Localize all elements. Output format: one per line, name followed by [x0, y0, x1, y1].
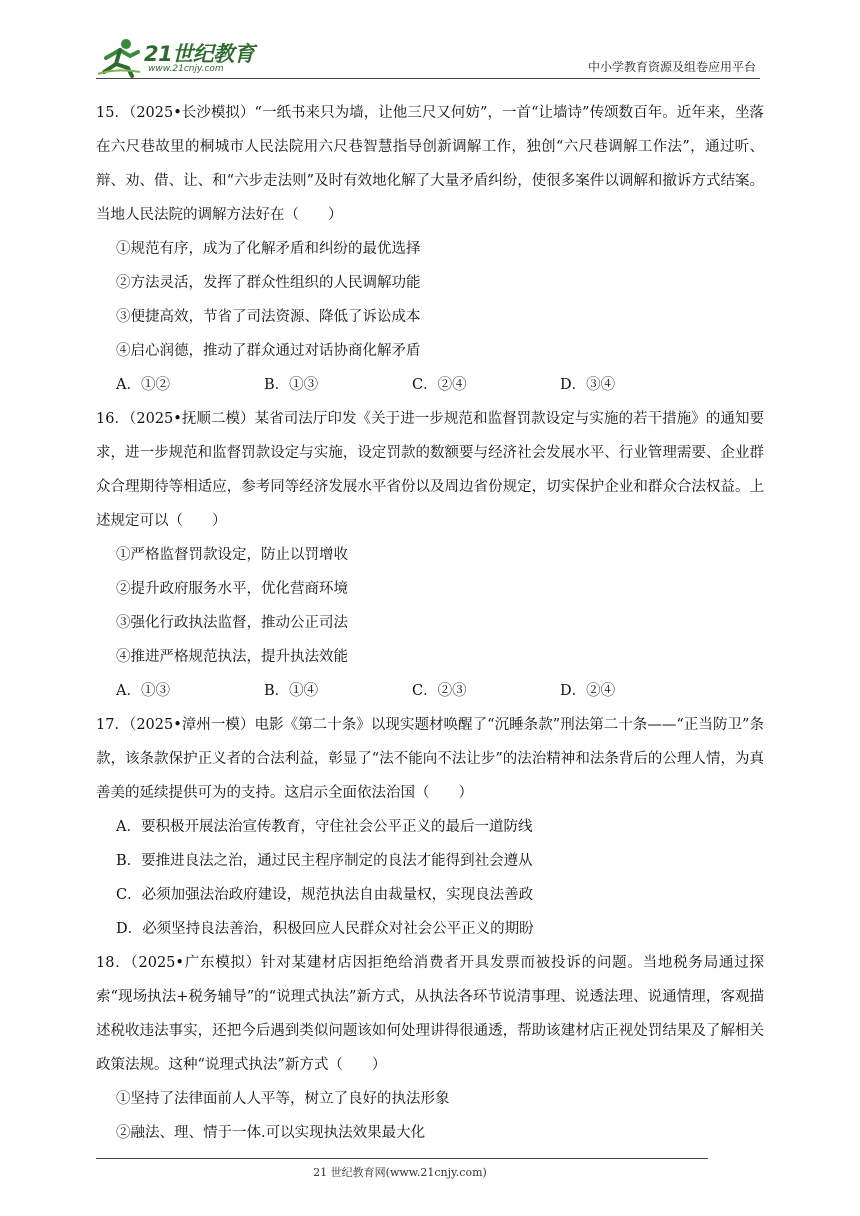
answer-choices: [96, 674, 764, 708]
page-footer: 21 世纪教育网(www.21cnjy.com): [313, 1166, 487, 1179]
option: ②提升政府服务水平，优化营商环境: [116, 581, 348, 597]
choice-d: D．②④: [560, 683, 616, 699]
question-list: [96, 96, 764, 1150]
question-stem: 15．（2025•长沙模拟）“一纸书来只为墙，让他三尺又何妨”，一首“让墙诗”传颂数百年。近年来，坐落在六尺巷故里的桐城市人民法院用六尺巷智慧指导创新调解工作，独创“六尺巷调解工作法”，通过听、辩、劝、借、让、和“六步走法则”及时有效地化解了大量矛盾纠纷，使很多案件以调解和撤诉方式结案。当地人民法院的调解方法好在（ ）: [96, 105, 764, 223]
option: ③便捷高效，节省了司法资源、降低了诉讼成本: [116, 309, 421, 325]
header-divider: [96, 78, 760, 79]
option: ①规范有序，成为了化解矛盾和纠纷的最优选择: [116, 241, 421, 257]
question-stem: 17．（2025•漳州一模）电影《第二十条》以现实题材唤醒了“沉睡条款”刑法第二十条——“正当防卫”条款，该条款保护正义者的合法利益，彰显了“法不能向不法让步”的法治精神和法条背后的公理人情，为真善美的延续提供可为的支持。这启示全面依法治国（ ）: [96, 717, 764, 801]
option: ④推进严格规范执法，提升执法效能: [116, 649, 348, 665]
choice-b: B．①④: [264, 683, 319, 699]
runner-logo-icon: [96, 38, 142, 78]
footer-divider: [96, 1158, 708, 1159]
logo-text: 21世纪教育: [144, 42, 255, 66]
answer-choices: [96, 368, 764, 402]
logo: [96, 36, 266, 80]
option: A．要积极开展法治宣传教育，守住社会公平正义的最后一道防线: [116, 819, 533, 835]
choice-d: D．③④: [560, 377, 616, 393]
choice-c: C．②④: [412, 377, 467, 393]
option: ②融法、理、情于一体.可以实现执法效果最大化: [116, 1125, 426, 1141]
option: ③强化行政执法监督，推动公正司法: [116, 615, 348, 631]
option: ①严格监督罚款设定，防止以罚增收: [116, 547, 348, 563]
choice-c: C．②③: [412, 683, 467, 699]
question-16: [96, 402, 764, 708]
page-header: [96, 28, 760, 80]
choice-a: A．①③: [116, 683, 170, 699]
question-17: [96, 708, 764, 946]
option: ②方法灵活，发挥了群众性组织的人民调解功能: [116, 275, 421, 291]
question-18: [96, 946, 764, 1150]
choice-b: B．①③: [264, 377, 319, 393]
question-stem: 18．（2025•广东模拟）针对某建材店因拒绝给消费者开具发票而被投诉的问题。当地税务局通过探索“现场执法+税务辅导”的“说理式执法”新方式，从执法各环节说清事理、说透法理、说通情理，客观描述税收违法事实，还把今后遇到类似问题该如何处理讲得很通透，帮助该建材店正视处罚结果及了解相关政策法规。这种“说理式执法”新方式（ ）: [96, 955, 764, 1073]
question-15: [96, 96, 764, 402]
platform-title: 中小学教育资源及组卷应用平台: [587, 60, 756, 74]
logo-url: www.21cnjy.com: [148, 64, 224, 74]
option: D．必须坚持良法善治，积极回应人民群众对社会公平正义的期盼: [116, 921, 534, 937]
option: C．必须加强法治政府建设，规范执法自由裁量权，实现良法善政: [116, 887, 534, 903]
option: ①坚持了法律面前人人平等，树立了良好的执法形象: [116, 1091, 450, 1107]
option: ④启心润德，推动了群众通过对话协商化解矛盾: [116, 343, 421, 359]
question-stem: 16．（2025•抚顺二模）某省司法厅印发《关于进一步规范和监督罚款设定与实施的若干措施》的通知要求，进一步规范和监督罚款设定与实施，设定罚款的数额要与经济社会发展水平、行业管理需要、企业群众合理期待等相适应，参考同等经济发展水平省份以及周边省份规定，切实保护企业和群众合法权益。上述规定可以（ ）: [96, 411, 764, 529]
option: B．要推进良法之治，通过民主程序制定的良法才能得到社会遵从: [116, 853, 533, 869]
choice-a: A．①②: [116, 377, 170, 393]
